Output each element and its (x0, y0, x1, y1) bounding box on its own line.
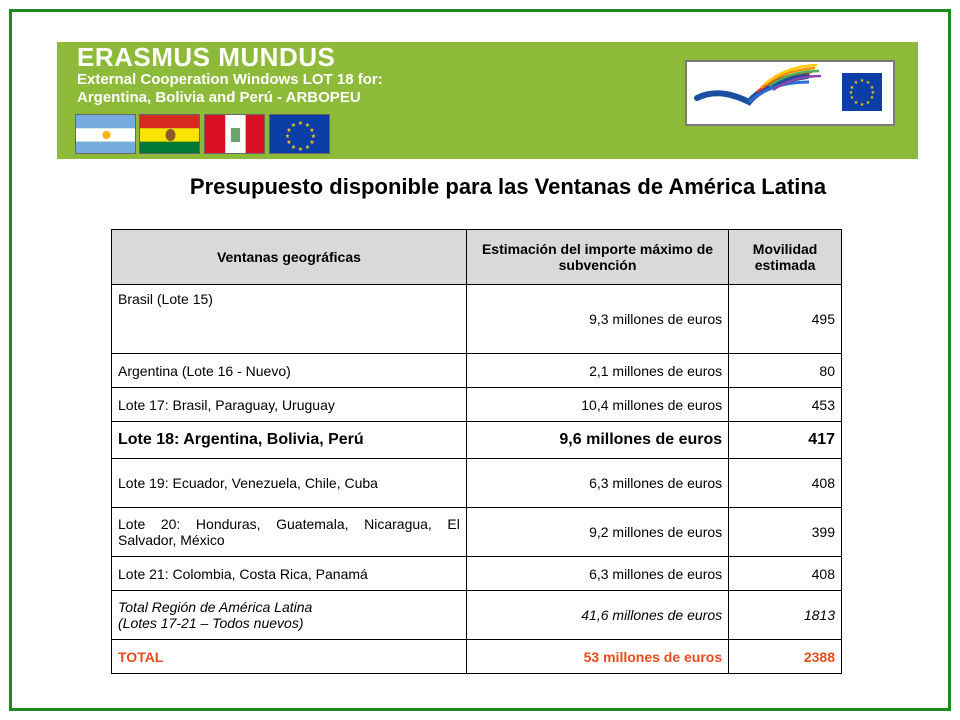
svg-text:★: ★ (309, 139, 315, 146)
subtotal-line2: (Lotes 17-21 – Todos nuevos) (118, 615, 304, 631)
row-region (112, 591, 467, 640)
svg-text:★: ★ (853, 100, 859, 106)
row-amount: 6,3 millones de euros (466, 459, 728, 508)
svg-text:★: ★ (849, 95, 855, 101)
table-row (112, 557, 842, 591)
header-mobility: Movilidad estimada (729, 230, 842, 285)
svg-text:★: ★ (869, 85, 875, 91)
row-amount: 53 millones de euros (466, 640, 728, 674)
row-region: Lote 20: Honduras, Guatemala, Nicaragua, El Salvador, México (112, 508, 467, 557)
svg-text:★: ★ (286, 139, 292, 146)
svg-text:★: ★ (297, 146, 304, 153)
subtotal-line1: Total Región de América Latina (118, 599, 313, 615)
row-mobility: 80 (729, 354, 842, 388)
row-region: TOTAL (112, 640, 467, 674)
row-mobility: 408 (729, 459, 842, 508)
row-region: Lote 21: Colombia, Costa Rica, Panamá (112, 557, 467, 591)
svg-text:★: ★ (848, 90, 854, 96)
table-row-total (112, 640, 842, 674)
svg-text:★: ★ (304, 122, 311, 129)
svg-text:★: ★ (859, 78, 865, 84)
row-region: Lote 19: Ecuador, Venezuela, Chile, Cuba (112, 459, 467, 508)
table-header-row (112, 230, 842, 285)
table-row (112, 354, 842, 388)
header-regions: Ventanas geográficas (112, 230, 467, 285)
row-amount: 41,6 millones de euros (466, 591, 728, 640)
row-mobility: 2388 (729, 640, 842, 674)
row-mobility: 453 (729, 388, 842, 422)
table-row (112, 508, 842, 557)
row-amount: 9,2 millones de euros (466, 508, 728, 557)
row-amount: 9,3 millones de euros (466, 285, 728, 354)
svg-text:★: ★ (859, 102, 865, 108)
table-row (112, 285, 842, 354)
peru-flag-icon (204, 114, 265, 154)
row-amount: 2,1 millones de euros (466, 354, 728, 388)
svg-text:★: ★ (865, 100, 871, 106)
row-mobility: 495 (729, 285, 842, 354)
svg-text:★: ★ (310, 133, 317, 140)
svg-text:★: ★ (869, 95, 875, 101)
row-region: Brasil (Lote 15) (112, 285, 467, 354)
svg-text:★: ★ (286, 127, 292, 134)
erasmus-mundus-logo (685, 60, 895, 126)
row-mobility: 1813 (729, 591, 842, 640)
banner-title: ERASMUS MUNDUS (77, 42, 336, 72)
eu-flag-icon (269, 114, 330, 154)
argentina-flag-icon (75, 114, 136, 154)
svg-text:★: ★ (304, 144, 311, 151)
row-region: Lote 18: Argentina, Bolivia, Perú (112, 422, 467, 459)
svg-text:★: ★ (290, 144, 297, 151)
banner-subtitle-line1: External Cooperation Windows LOT 18 for: (77, 71, 383, 88)
table-row-highlighted (112, 422, 842, 459)
svg-text:★: ★ (284, 133, 291, 140)
row-mobility: 399 (729, 508, 842, 557)
erasmus-banner (57, 42, 918, 159)
row-region: Lote 17: Brasil, Paraguay, Uruguay (112, 388, 467, 422)
svg-text:★: ★ (297, 120, 304, 127)
header-amount: Estimación del importe máximo de subvención (466, 230, 728, 285)
row-amount: 10,4 millones de euros (466, 388, 728, 422)
row-amount: 9,6 millones de euros (466, 422, 728, 459)
svg-text:★: ★ (870, 90, 876, 96)
row-mobility: 408 (729, 557, 842, 591)
svg-text:★: ★ (309, 127, 315, 134)
banner-subtitle-line2: Argentina, Bolivia and Perú - ARBOPEU (77, 89, 361, 106)
svg-text:★: ★ (290, 122, 297, 129)
page-title: Presupuesto disponible para las Ventanas de América Latina (189, 174, 827, 199)
table-row (112, 459, 842, 508)
table-row (112, 388, 842, 422)
row-amount: 6,3 millones de euros (466, 557, 728, 591)
svg-text:★: ★ (853, 80, 859, 86)
row-region: Argentina (Lote 16 - Nuevo) (112, 354, 467, 388)
svg-text:★: ★ (849, 85, 855, 91)
row-mobility: 417 (729, 422, 842, 459)
table-row-subtotal (112, 591, 842, 640)
bolivia-flag-icon (139, 114, 200, 154)
budget-table (111, 229, 842, 674)
svg-text:★: ★ (865, 80, 871, 86)
